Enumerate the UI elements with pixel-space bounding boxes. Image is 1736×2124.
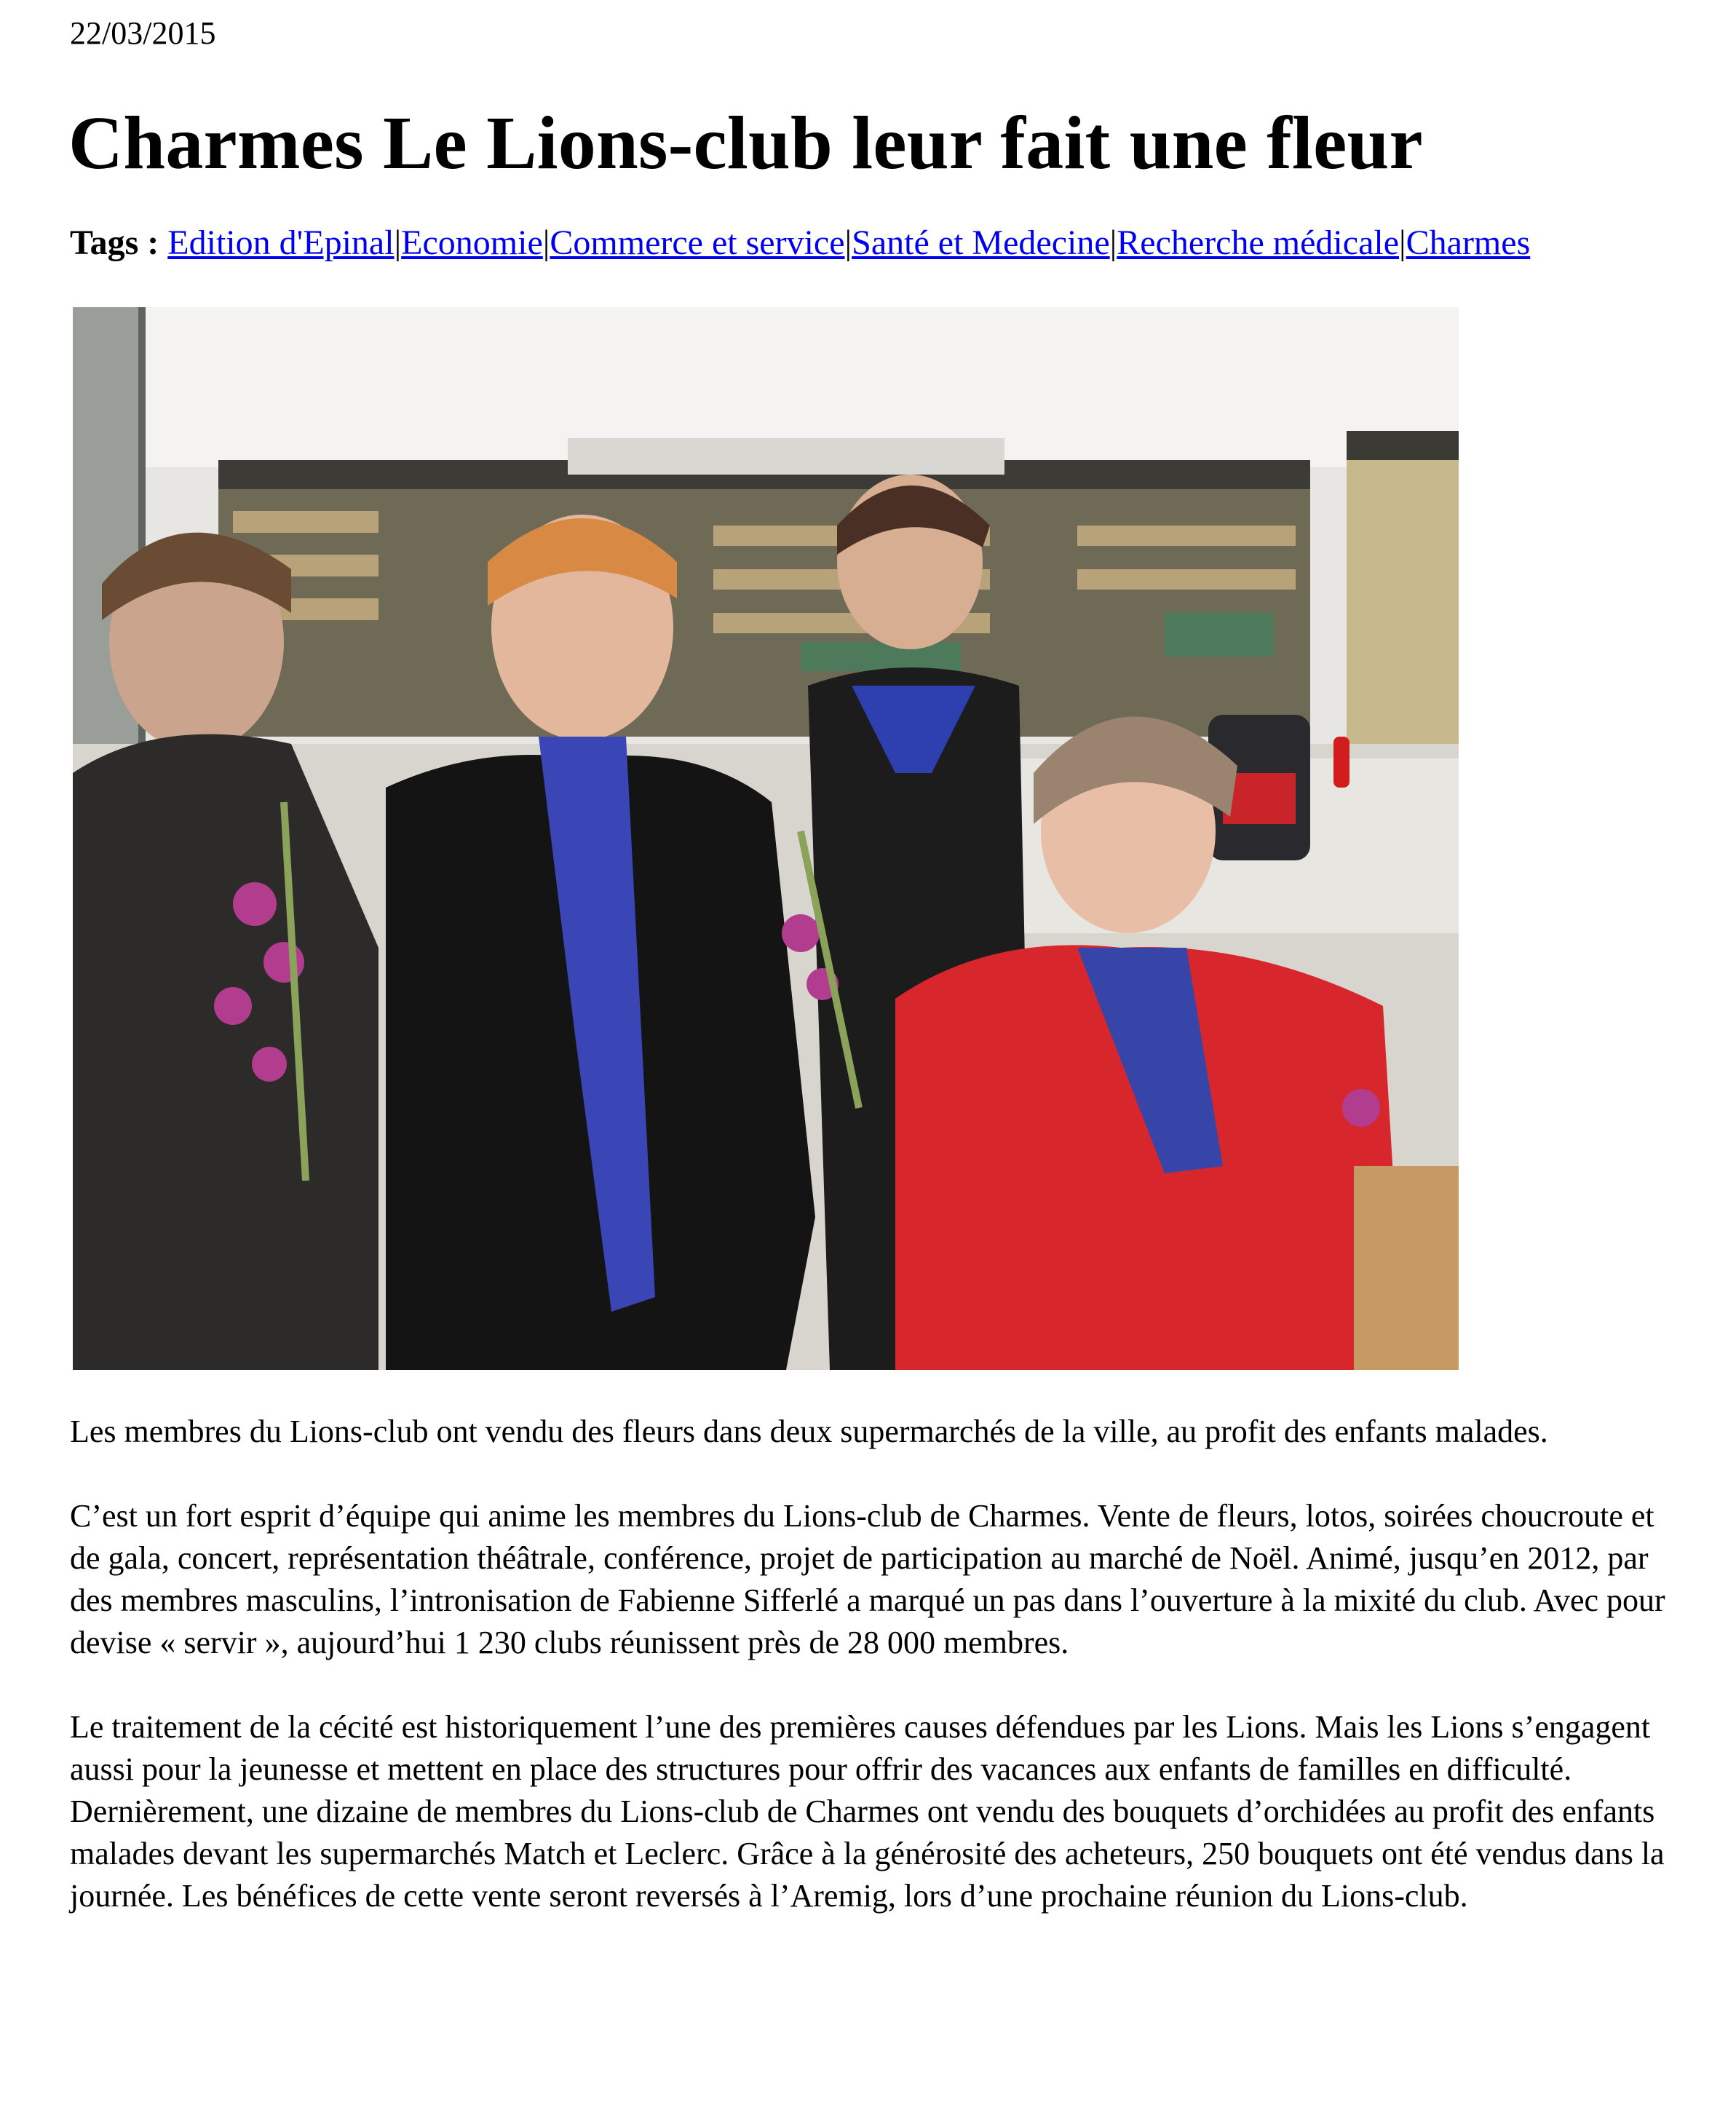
tag-link-recherche-medicale[interactable]: Recherche médicale	[1117, 223, 1400, 262]
tag-link-charmes[interactable]: Charmes	[1406, 223, 1531, 262]
tag-link-edition-epinal[interactable]: Edition d'Epinal	[167, 223, 395, 262]
article-date: 22/03/2015	[70, 15, 216, 51]
tag-separator: |	[542, 223, 550, 262]
article-lead-paragraph: Les membres du Lions-club ont vendu des fleurs dans deux supermarchés de la ville, au profit des enfants malades.	[70, 1414, 1548, 1449]
article-photo	[73, 307, 1459, 1370]
tags-line	[70, 220, 1530, 266]
tag-separator: |	[394, 223, 402, 262]
article-paragraph: C’est un fort esprit d’équipe qui anime les membres du Lions-club de Charmes. Vente de fleurs, lotos, soirées choucroute et de gala, concert, représentation théâtrale, conférence, projet de participation au marché de Noël. Animé, jusqu’en 2012, par des membres masculins, l’intronisation de Fabienne Sifferlé a marqué un pas dans l’ouverture à la mixité du club. Avec pour devise « servir », aujourd’hui 1 230 clubs réunissent près de 28 000 membres.	[70, 1498, 1665, 1660]
tag-link-sante-medecine[interactable]: Santé et Medecine	[852, 223, 1110, 262]
tags-label: Tags :	[70, 223, 159, 262]
tag-link-economie[interactable]: Economie	[401, 223, 543, 262]
photo-illustration	[73, 307, 1459, 1370]
article-body	[70, 1411, 1671, 1959]
article-paragraph: Le traitement de la cécité est historiquement l’une des premières causes défendues par les Lions. Mais les Lions s’engagent aussi pour la jeunesse et mettent en place des structures pour offrir des vacances aux enfants de familles en difficulté. Dernièrement, une dizaine de membres du Lions-club de Charmes ont vendu des bouquets d’orchidées au profit des enfants malades devant les supermarchés Match et Leclerc. Grâce à la générosité des acheteurs, 250 bouquets ont été vendus dans la journée. Les bénéfices de cette vente seront reversés à l’Aremig, lors d’une prochaine réunion du Lions-club.	[70, 1709, 1665, 1914]
tag-separator: |	[1109, 223, 1117, 262]
tag-link-commerce-service[interactable]: Commerce et service	[550, 223, 845, 262]
article-title: Charmes Le Lions-club leur fait une fleur	[68, 101, 1423, 185]
tag-separator: |	[844, 223, 852, 262]
tag-separator: |	[1399, 223, 1406, 262]
